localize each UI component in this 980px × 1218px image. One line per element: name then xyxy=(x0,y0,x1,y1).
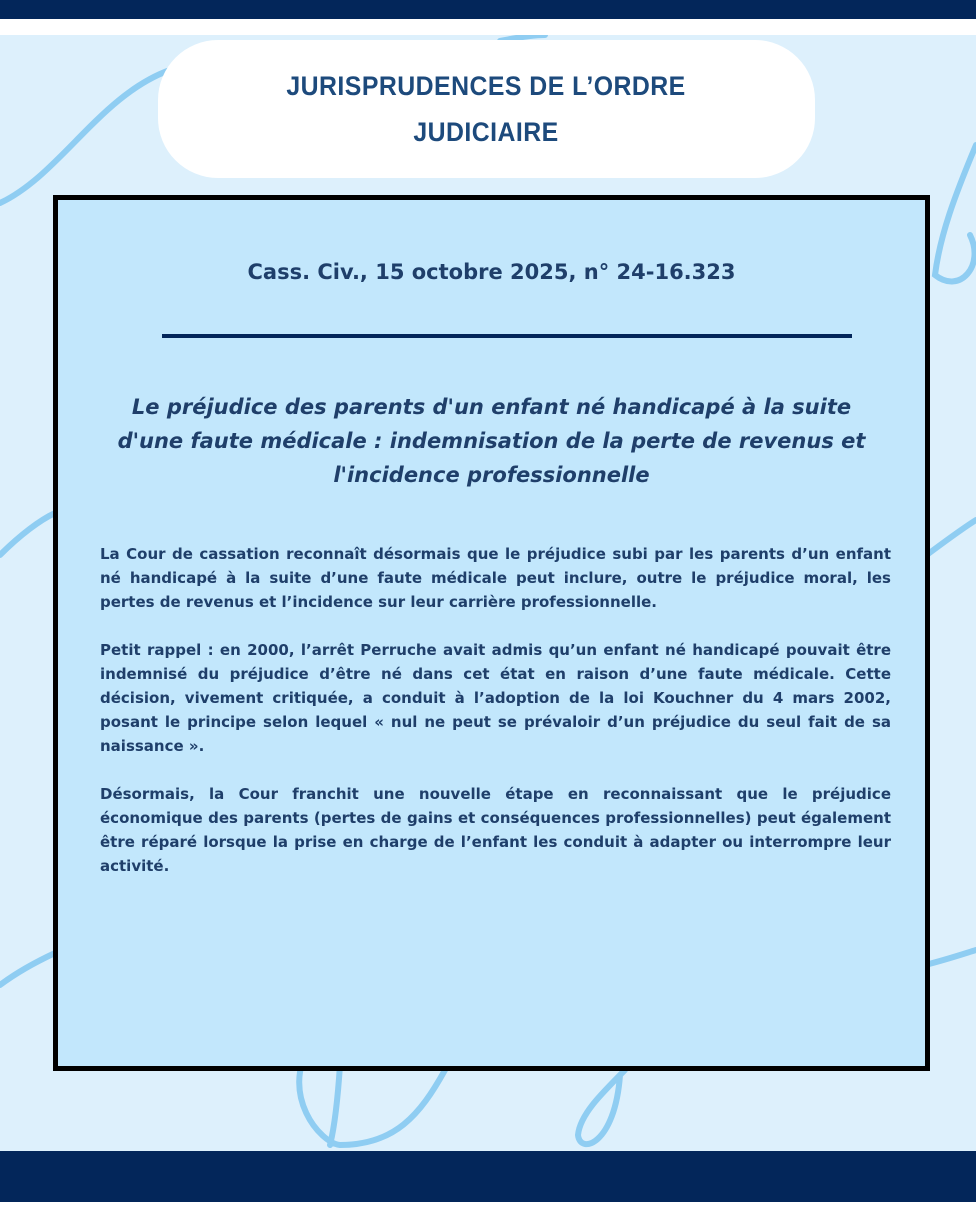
article-body xyxy=(100,542,891,902)
case-reference: Cass. Civ., 15 octobre 2025, n° 24-16.323 xyxy=(247,260,736,284)
article-headline: Le préjudice des parents d'un enfant né handicapé à la suite d'une faute médicale : indemnisation de la perte de revenus et l'incidence professionnelle xyxy=(117,395,866,487)
header-title-card xyxy=(158,40,815,178)
bottom-banner xyxy=(0,1151,976,1202)
top-banner xyxy=(0,0,976,19)
paragraph: Désormais, la Cour franchit une nouvelle étape en reconnaissant que le préjudice économique des parents (pertes de gains et conséquences professionnelles) peut également être réparé lorsque la prise en charge de l’enfant les conduit à adapter ou interrompre leur activité. xyxy=(100,785,891,875)
divider xyxy=(162,334,852,338)
paragraph: La Cour de cassation reconnaît désormais que le préjudice subi par les parents d’un enfant né handicapé à la suite d’une faute médicale peut inclure, outre le préjudice moral, les pertes de revenus et l’incidence sur leur carrière professionnelle. xyxy=(100,545,891,611)
header-title-line2: JUDICIAIRE xyxy=(413,117,560,147)
paragraph: Petit rappel : en 2000, l’arrêt Perruche avait admis qu’un enfant né handicapé pouvait être indemnisé du préjudice d’être né dans cet état en raison d’une faute médicale. Cette décision, vivement critiquée, a conduit à l’adoption de la loi Kouchner du 4 mars 2002, posant le principe selon lequel « nul ne peut se prévaloir d’un préjudice du seul fait de sa naissance ». xyxy=(100,641,891,755)
header-title-line1: JURISPRUDENCES DE L’ORDRE xyxy=(286,71,687,101)
article-card xyxy=(53,195,930,1071)
